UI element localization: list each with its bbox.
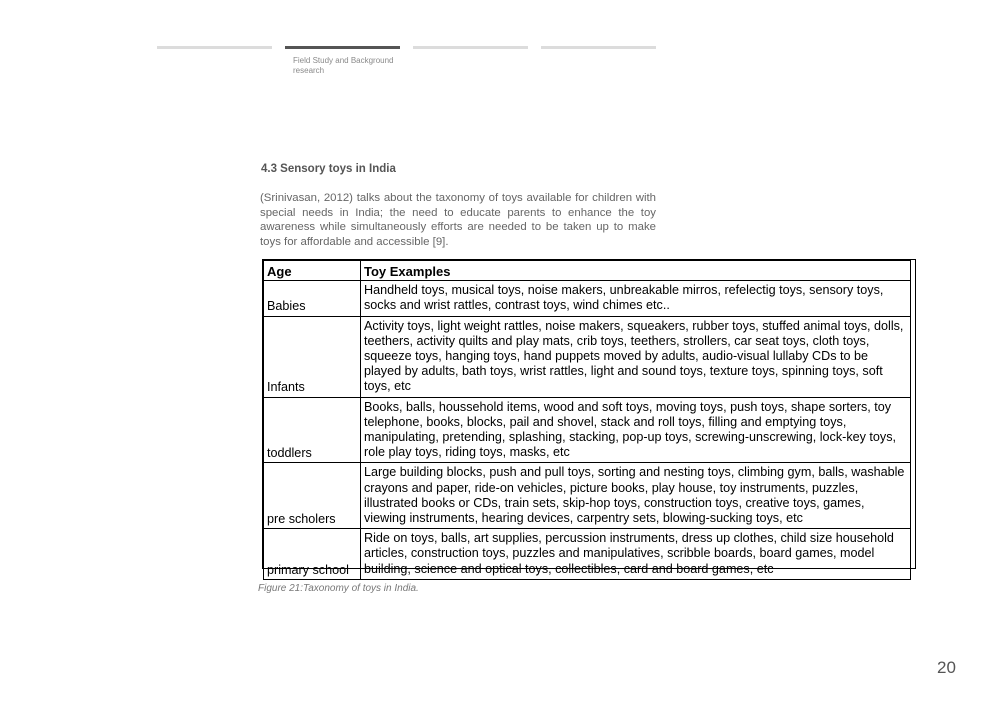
page-number: 20 — [937, 658, 956, 677]
age-cell: Babies — [264, 281, 361, 316]
progress-segment-2-active — [285, 46, 400, 49]
table-header-row — [264, 261, 911, 281]
age-cell: toddlers — [264, 397, 361, 463]
examples-cell: Handheld toys, musical toys, noise makers, unbreakable mirros, refelectig toys, sensory toys, socks and wrist rattles, contrast toys, wind chimes etc.. — [361, 281, 911, 316]
age-cell: pre scholers — [264, 463, 361, 529]
examples-cell: Activity toys, light weight rattles, noise makers, squeakers, rubber toys, stuffed animal toys, dolls, teethers, activity quilts and play mats, crib toys, teethers, strollers, car seat toys, cloth toys, squeeze toys, hanging toys, hand puppets moved by adults, audio-visual lullaby CDs to be played by adults, bath toys, wrist rattles, light and sound toys, texture toys, spinning toys, soft toys, etc — [361, 316, 911, 397]
progress-label: Field Study and Background research — [293, 56, 394, 75]
body-paragraph: (Srinivasan, 2012) talks about the taxonomy of toys available for children with special needs in India; the need to educate parents to enhance the toy awareness while simultaneously efforts are needed to be taken up to make toys for affordable and accessible [9]. — [260, 192, 656, 248]
table-row — [264, 463, 911, 529]
progress-segment-1 — [157, 46, 272, 49]
table-row — [264, 529, 911, 580]
table-row — [264, 316, 911, 397]
section-title: 4.3 Sensory toys in India — [261, 163, 396, 175]
progress-segment-3 — [413, 46, 528, 49]
examples-cell: Ride on toys, balls, art supplies, percussion instruments, dress up clothes, child size household articles, construction toys, puzzles and manipulatives, scribble boards, board games, model building, science and optical toys, collectibles, card and board games, etc — [361, 529, 911, 580]
figure-caption: Figure 21:Taxonomy of toys in India. — [258, 583, 419, 594]
age-cell: primary school — [264, 529, 361, 580]
toy-taxonomy-table — [263, 260, 911, 580]
table-row — [264, 397, 911, 463]
toy-taxonomy-table-frame — [262, 259, 916, 577]
age-cell: Infants — [264, 316, 361, 397]
progress-segment-4 — [541, 46, 656, 49]
header-toy-examples: Toy Examples — [361, 261, 911, 281]
table-row — [264, 281, 911, 316]
examples-cell: Books, balls, houssehold items, wood and soft toys, moving toys, push toys, shape sorters, toy telephone, books, blocks, pail and shovel, stack and roll toys, filling and emptying toys, manipulating, pretending, splashing, stacking, pop-up toys, screwing-unscrewing, lock-key toys, role play toys, riding toys, masks, etc — [361, 397, 911, 463]
header-age: Age — [264, 261, 361, 281]
examples-cell: Large building blocks, push and pull toys, sorting and nesting toys, climbing gym, balls, washable crayons and paper, ride-on vehicles, picture books, play house, toy instruments, puzzles, illustrated books or CDs, train sets, skip-hop toys, construction toys, creative toys, games, viewing instruments, hearing devices, carpentry sets, blowing-sucking toys, etc — [361, 463, 911, 529]
